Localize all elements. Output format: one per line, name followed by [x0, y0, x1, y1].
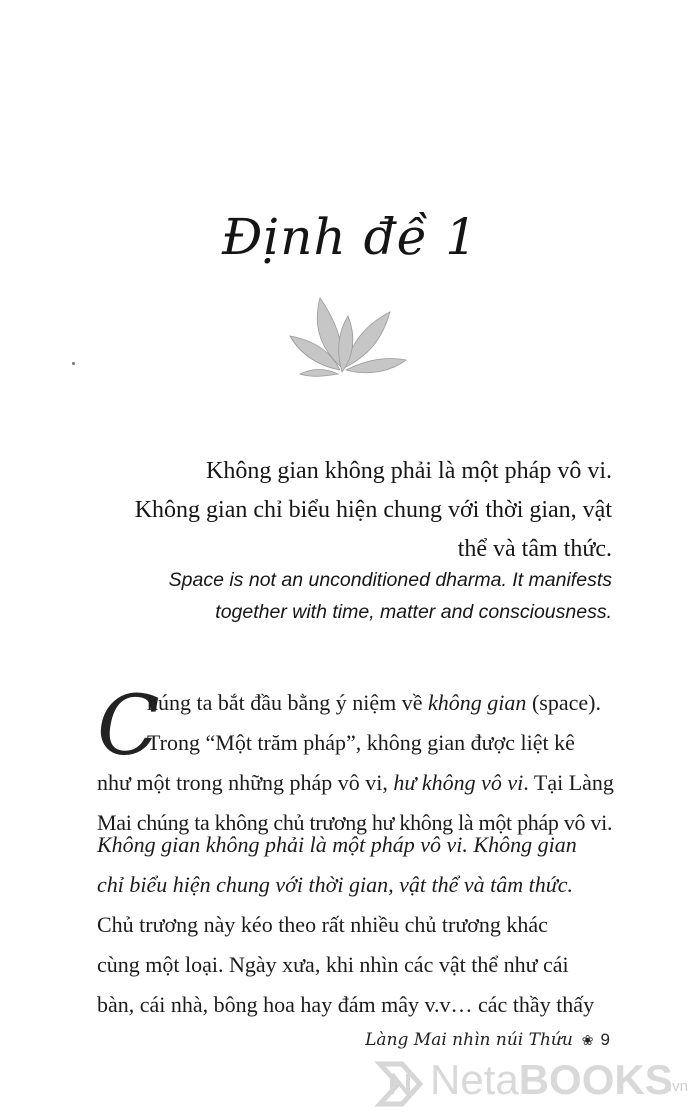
principle-vi-line: Không gian chỉ biểu hiện chung với thời gian, vật: [134, 497, 612, 523]
body-line: Trong “Một trăm pháp”, không gian được liệt kê: [147, 730, 575, 755]
emphasis: hư không vô vi: [393, 770, 524, 795]
watermark-brand-a: Neta: [430, 1056, 519, 1103]
watermark-brand-b: BOOKS: [518, 1056, 673, 1103]
body-line: Mai chúng ta không chủ trương hư không là một pháp vô vi.: [97, 810, 613, 835]
principle-vi-line: Không gian không phải là một pháp vô vi.: [206, 458, 612, 484]
body-line: Chủ trương này kéo theo rất nhiều chủ trương khác: [97, 912, 548, 937]
principle-en-line: Space is not an unconditioned dharma. It manifests: [168, 569, 612, 591]
body-paragraph-3: [97, 905, 617, 1025]
principle-vietnamese: [72, 452, 612, 569]
netabooks-logo-icon: [372, 1060, 428, 1110]
page-number: 9: [600, 1030, 610, 1049]
ink-speck: [72, 362, 75, 365]
drop-cap: C: [97, 679, 160, 774]
text-run: húng ta bắt đầu bằng ý niệm về: [147, 690, 429, 715]
body-paragraph-1: [97, 679, 617, 843]
text-run: . Tại Làng: [523, 770, 614, 795]
body-paragraph-2: [97, 825, 617, 905]
body-line: [97, 763, 617, 803]
principle-en-line: together with time, matter and consciousness.: [215, 601, 612, 623]
body-line: Không gian không phải là một pháp vô vi. Không gian: [97, 832, 577, 857]
lotus-ornament-icon: [282, 290, 412, 382]
body-line: cùng một loại. Ngày xưa, khi nhìn các vật thể như cái: [97, 952, 569, 977]
watermark-text: [430, 1056, 673, 1104]
principle-english: [72, 564, 612, 628]
running-footer: [365, 1030, 610, 1050]
watermark: [372, 1052, 700, 1112]
body-line: [97, 683, 617, 723]
text-run: (space).: [526, 690, 601, 715]
principle-vi-line: thể và tâm thức.: [457, 536, 612, 562]
footer-book-title: Làng Mai nhìn núi Thứu: [365, 1030, 573, 1050]
body-line: bàn, cái nhà, bông hoa hay đám mây v.v… các thầy thấy: [97, 992, 595, 1017]
watermark-suffix: .vn: [668, 1078, 689, 1095]
body-line: chỉ biểu hiện chung với thời gian, vật thể và tâm thức.: [97, 872, 573, 897]
emphasis: không gian: [428, 690, 527, 715]
flower-icon: ❀: [581, 1033, 594, 1049]
chapter-title: Định đề 1: [221, 208, 479, 266]
text-run: như một trong những pháp vô vi,: [97, 770, 394, 795]
